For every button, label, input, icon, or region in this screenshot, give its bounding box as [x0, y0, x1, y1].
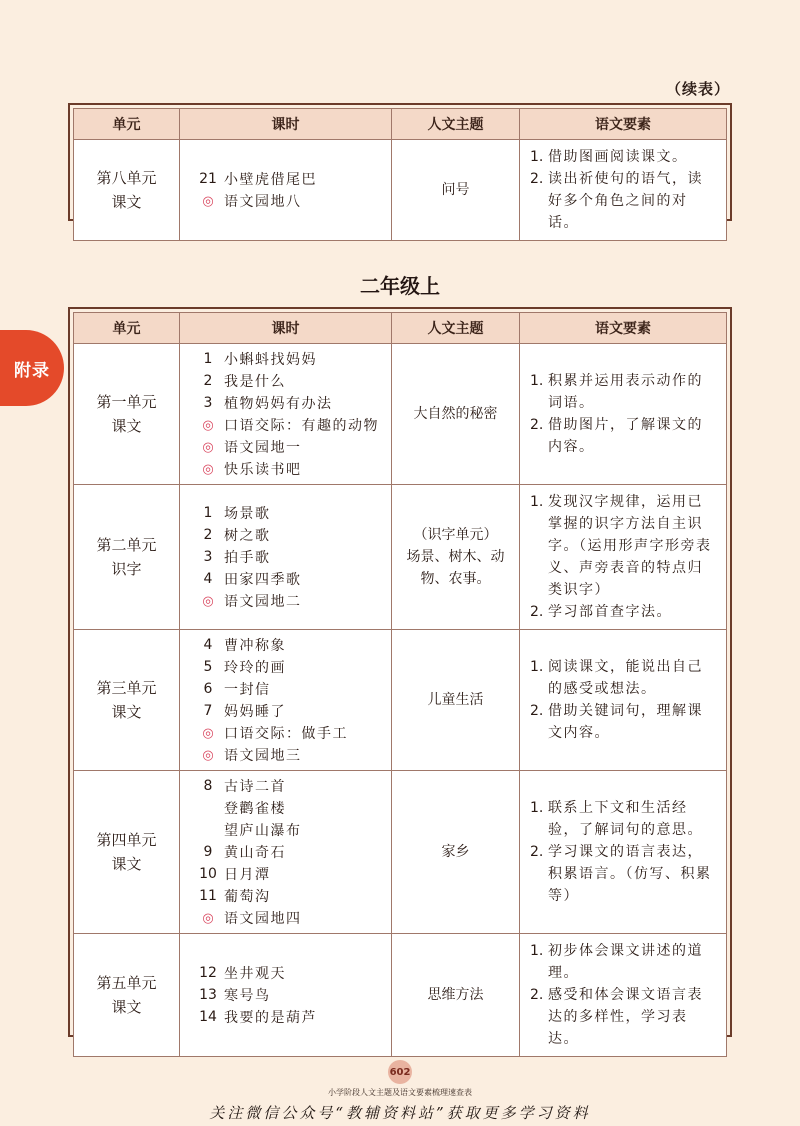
lesson-number: 1 [203, 505, 213, 521]
lesson-number: 3 [203, 395, 213, 411]
lessons-cell [180, 485, 392, 630]
element-item [530, 414, 718, 458]
table-header-row [74, 109, 727, 140]
lesson-item [192, 1006, 391, 1028]
lesson-item [192, 348, 391, 370]
lesson-name: 语文园地八 [224, 194, 302, 210]
table-grade1-continued [68, 103, 732, 231]
theme-text: 儿童生活 [427, 692, 484, 708]
lesson-item [192, 962, 391, 984]
lesson-number: 5 [203, 659, 213, 675]
lesson-name: 登鹳雀楼 [224, 801, 286, 817]
lesson-item [192, 907, 391, 929]
element-item [530, 940, 718, 984]
lesson-item [192, 590, 391, 612]
lessons-cell [180, 630, 392, 771]
table-row [74, 934, 727, 1057]
unit-cell [74, 771, 180, 934]
lesson-number: 4 [203, 637, 213, 653]
table-row [74, 630, 727, 771]
lesson-name: 场景歌 [224, 506, 271, 522]
lesson-item [192, 797, 391, 819]
table-grade2-first-term [68, 307, 732, 1047]
element-number: 2. [530, 417, 544, 433]
element-number: 1. [530, 659, 544, 675]
lesson-item [192, 458, 391, 480]
section-title: 二年级上 [360, 274, 440, 298]
lesson-item [192, 392, 391, 414]
element-number: 2. [530, 703, 544, 719]
unit-type: 课文 [111, 703, 142, 721]
lesson-name: 小壁虎借尾巴 [224, 172, 317, 188]
element-item [530, 491, 718, 601]
lesson-item [192, 414, 391, 436]
element-item [530, 984, 718, 1050]
continued-label: （续表） [665, 80, 730, 98]
lesson-item [192, 502, 391, 524]
element-number: 1. [530, 943, 544, 959]
theme-cell [392, 630, 520, 771]
element-number: 1. [530, 494, 544, 510]
lesson-name: 语文园地四 [224, 911, 302, 927]
lesson-name: 一封信 [224, 682, 271, 698]
lesson-number: 13 [199, 987, 217, 1003]
lesson-item [192, 744, 391, 766]
table-row [74, 771, 727, 934]
lesson-name: 曹冲称象 [224, 638, 286, 654]
lesson-item [192, 885, 391, 907]
lesson-name: 日月潭 [224, 867, 271, 883]
bullseye-icon: ◎ [202, 193, 214, 209]
lesson-item [192, 775, 391, 797]
unit-type: 课文 [111, 193, 142, 211]
element-text: 感受和体会课文语言表达的多样性，学习表达。 [548, 987, 703, 1047]
lesson-number: 1 [203, 351, 213, 367]
lesson-name: 望庐山瀑布 [224, 823, 302, 839]
lesson-item [192, 841, 391, 863]
elements-cell [520, 934, 727, 1057]
lesson-name: 口语交际：有趣的动物 [224, 418, 379, 434]
lesson-name: 口语交际：做手工 [224, 726, 348, 742]
lesson-number: 11 [199, 888, 217, 904]
unit-name: 第一单元 [96, 393, 157, 411]
lesson-number: 3 [203, 549, 213, 565]
lesson-item [192, 863, 391, 885]
table-row [74, 485, 727, 630]
unit-name: 第三单元 [96, 679, 157, 697]
unit-type: 课文 [111, 855, 142, 873]
header-elements: 语文要素 [520, 313, 727, 344]
theme-text: 场景、树木、动 [406, 549, 505, 565]
lesson-name: 语文园地三 [224, 748, 302, 764]
header-theme: 人文主题 [392, 109, 520, 140]
lesson-number: 8 [203, 778, 213, 794]
unit-name: 第四单元 [96, 831, 157, 849]
element-item [530, 700, 718, 744]
element-number: 1. [530, 373, 544, 389]
lesson-name: 我是什么 [224, 374, 286, 390]
lesson-name: 古诗二首 [224, 779, 286, 795]
element-text: 借助关键词句，理解课文内容。 [548, 703, 703, 741]
lesson-number: 4 [203, 571, 213, 587]
lesson-number: 21 [199, 171, 217, 187]
elements-cell [520, 771, 727, 934]
element-text: 读出祈使句的语气，读好多个角色之间的对话。 [548, 171, 703, 231]
element-number: 2. [530, 844, 544, 860]
table-row [74, 344, 727, 485]
element-text: 发现汉字规律，运用已掌握的识字方法自主识字。（运用形声字形旁表义、声旁表音的特点归类识字） [548, 494, 712, 598]
lesson-name: 妈妈睡了 [224, 704, 286, 720]
theme-cell [392, 771, 520, 934]
element-item [530, 146, 718, 168]
unit-name: 第八单元 [96, 169, 157, 187]
bullseye-icon: ◎ [202, 461, 214, 477]
lesson-item [192, 700, 391, 722]
curriculum-table-1 [73, 108, 727, 241]
header-elements: 语文要素 [520, 109, 727, 140]
element-number: 2. [530, 604, 544, 620]
lesson-number: 10 [199, 866, 217, 882]
element-item [530, 370, 718, 414]
bullseye-icon: ◎ [202, 725, 214, 741]
header-theme: 人文主题 [392, 313, 520, 344]
lesson-item [192, 190, 391, 212]
table-header-row [74, 313, 727, 344]
header-unit: 单元 [74, 313, 180, 344]
element-text: 初步体会课文讲述的道理。 [548, 943, 703, 981]
element-text: 学习部首查字法。 [548, 604, 672, 620]
theme-cell [392, 140, 520, 241]
lesson-item [192, 568, 391, 590]
header-lessons: 课时 [180, 313, 392, 344]
unit-cell [74, 344, 180, 485]
lesson-number: 7 [203, 703, 213, 719]
bullseye-icon: ◎ [202, 593, 214, 609]
lesson-name: 语文园地二 [224, 594, 302, 610]
header-unit: 单元 [74, 109, 180, 140]
lessons-cell [180, 934, 392, 1057]
element-text: 学习课文的语言表达，积累语言。（仿写、积累等） [548, 844, 712, 904]
page-number: 602 [388, 1060, 412, 1084]
elements-cell [520, 485, 727, 630]
element-item [530, 168, 718, 234]
element-number: 1. [530, 800, 544, 816]
table-row [74, 140, 727, 241]
lesson-name: 黄山奇石 [224, 845, 286, 861]
element-text: 积累并运用表示动作的词语。 [548, 373, 703, 411]
element-item [530, 841, 718, 907]
element-text: 联系上下文和生活经验，了解词句的意思。 [548, 800, 703, 838]
lesson-item [192, 634, 391, 656]
lessons-cell [180, 344, 392, 485]
lesson-name: 坐井观天 [224, 966, 286, 982]
theme-cell [392, 934, 520, 1057]
lesson-item [192, 819, 391, 841]
lesson-number: 2 [203, 373, 213, 389]
lesson-name: 语文园地一 [224, 440, 302, 456]
lesson-item [192, 436, 391, 458]
theme-text: 物、农事。 [420, 571, 491, 587]
lesson-number: 2 [203, 527, 213, 543]
bullseye-icon: ◎ [202, 439, 214, 455]
unit-cell [74, 140, 180, 241]
lesson-item [192, 370, 391, 392]
lesson-name: 我要的是葫芦 [224, 1010, 317, 1026]
theme-cell [392, 344, 520, 485]
lesson-name: 葡萄沟 [224, 889, 271, 905]
theme-cell [392, 485, 520, 630]
unit-name: 第五单元 [96, 974, 157, 992]
lessons-cell [180, 140, 392, 241]
curriculum-table-2 [73, 312, 727, 1057]
lesson-item [192, 524, 391, 546]
lesson-number: 12 [199, 965, 217, 981]
lesson-item [192, 546, 391, 568]
element-text: 借助图片，了解课文的内容。 [548, 417, 703, 455]
header-lessons: 课时 [180, 109, 392, 140]
element-text: 借助图画阅读课文。 [548, 149, 688, 165]
lesson-number: 6 [203, 681, 213, 697]
elements-cell [520, 344, 727, 485]
bullseye-icon: ◎ [202, 747, 214, 763]
lessons-cell [180, 771, 392, 934]
lesson-name: 植物妈妈有办法 [224, 396, 333, 412]
lesson-name: 快乐读书吧 [224, 462, 302, 478]
element-number: 1. [530, 149, 544, 165]
element-number: 2. [530, 171, 544, 187]
unit-cell [74, 485, 180, 630]
theme-text: 问号 [441, 182, 470, 198]
footer-note: 关注微信公众号“教辅资料站”获取更多学习资料 [209, 1104, 591, 1122]
elements-cell [520, 140, 727, 241]
bullseye-icon: ◎ [202, 417, 214, 433]
lesson-item [192, 722, 391, 744]
element-item [530, 797, 718, 841]
lesson-item [192, 656, 391, 678]
element-item [530, 601, 718, 623]
unit-type: 识字 [111, 560, 142, 578]
unit-cell [74, 934, 180, 1057]
bullseye-icon: ◎ [202, 910, 214, 926]
unit-type: 课文 [111, 998, 142, 1016]
lesson-name: 拍手歌 [224, 550, 271, 566]
theme-text: 思维方法 [427, 987, 484, 1003]
lesson-name: 小蝌蚪找妈妈 [224, 352, 317, 368]
theme-text: （识字单元） [413, 527, 498, 543]
lesson-number: 9 [203, 844, 213, 860]
element-text: 阅读课文，能说出自己的感受或想法。 [548, 659, 703, 697]
appendix-side-tab: 附录 [0, 330, 64, 406]
lesson-item [192, 984, 391, 1006]
unit-cell [74, 630, 180, 771]
lesson-number: 14 [199, 1009, 217, 1025]
footer-caption: 小学阶段人文主题及语文要素梳理速查表 [328, 1088, 472, 1097]
unit-type: 课文 [111, 417, 142, 435]
theme-text: 大自然的秘密 [413, 406, 498, 422]
theme-text: 家乡 [441, 844, 470, 860]
lesson-name: 玲玲的画 [224, 660, 286, 676]
lesson-item [192, 168, 391, 190]
unit-name: 第二单元 [96, 536, 157, 554]
elements-cell [520, 630, 727, 771]
lesson-name: 树之歌 [224, 528, 271, 544]
lesson-name: 田家四季歌 [224, 572, 302, 588]
element-number: 2. [530, 987, 544, 1003]
lesson-name: 寒号鸟 [224, 988, 271, 1004]
element-item [530, 656, 718, 700]
lesson-item [192, 678, 391, 700]
